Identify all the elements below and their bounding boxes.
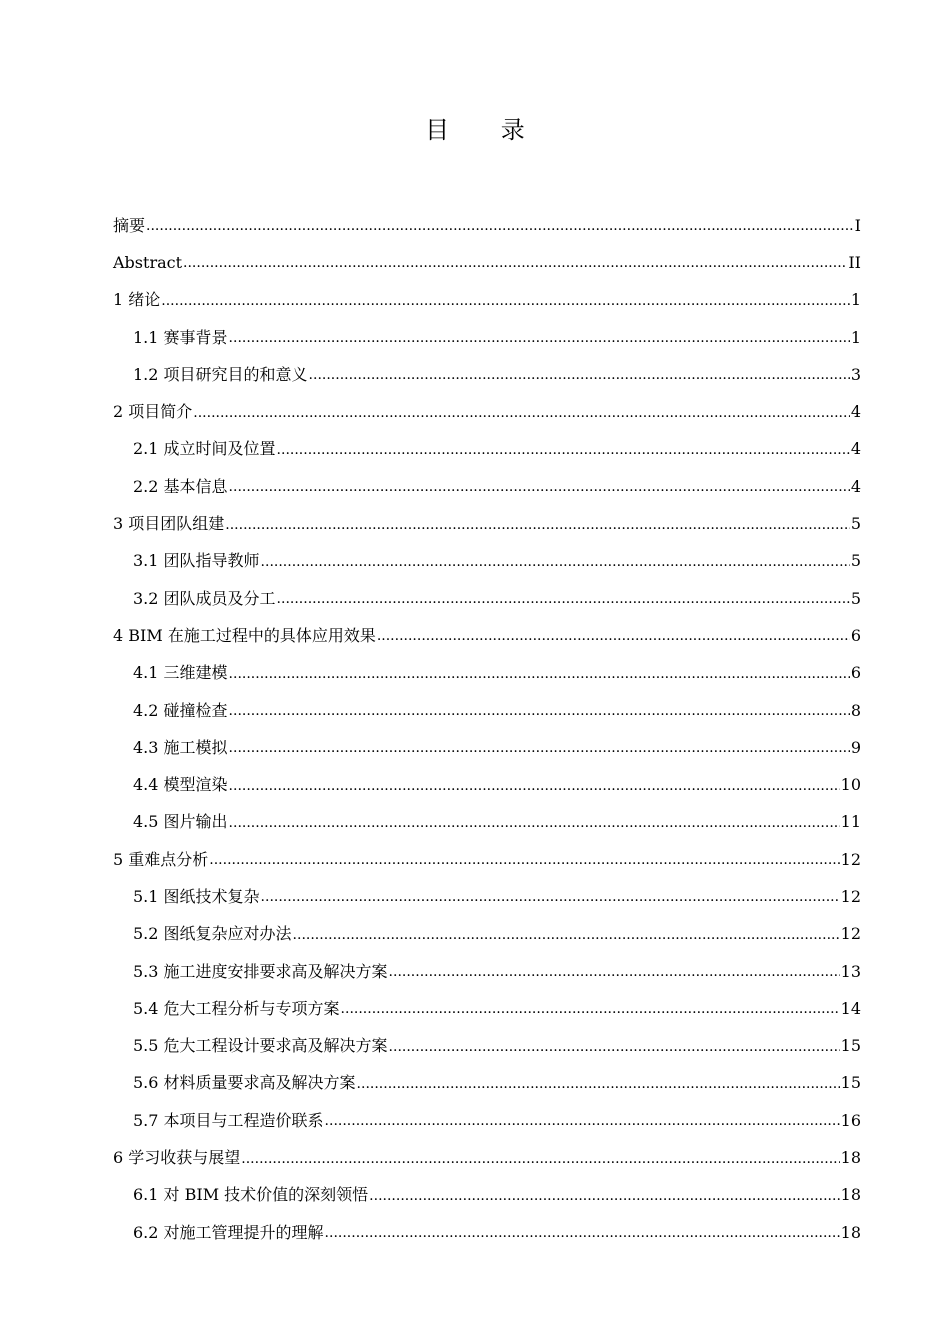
toc-dot-leader [309, 364, 850, 385]
toc-entry-page-number: 1 [850, 290, 861, 310]
toc-entry[interactable] [113, 505, 861, 542]
toc-entry[interactable] [113, 1028, 861, 1065]
toc-dot-leader [161, 290, 850, 311]
toc-entry-label: 5.5 危大工程设计要求高及解决方案 [133, 1036, 388, 1056]
toc-entry[interactable] [113, 1214, 861, 1251]
toc-entry-label: 4.3 施工模拟 [133, 737, 228, 757]
toc-entry-page-number: 6 [850, 625, 861, 645]
toc-dot-leader [261, 886, 840, 907]
toc-entry[interactable] [113, 468, 861, 505]
toc-entry-page-number: 4 [850, 439, 861, 459]
toc-entry-page-number: 13 [840, 961, 861, 981]
toc-entry-page-number: 14 [840, 998, 861, 1018]
toc-entry-page-number: 8 [850, 700, 861, 720]
toc-entry-page-number: 16 [840, 1110, 861, 1130]
toc-dot-leader [225, 514, 850, 535]
toc-entry-page-number: 10 [840, 775, 861, 795]
toc-entry-label: 5.3 施工进度安排要求高及解决方案 [133, 961, 388, 981]
toc-dot-leader [229, 700, 850, 721]
toc-dot-leader [146, 215, 854, 236]
toc-entry[interactable] [113, 617, 861, 654]
toc-entry-page-number: 6 [850, 663, 861, 683]
toc-dot-leader [193, 402, 850, 423]
toc-dot-leader [277, 439, 850, 460]
toc-entry-label: 2.2 基本信息 [133, 476, 228, 496]
toc-entry-page-number: 5 [850, 588, 861, 608]
toc-dot-leader [229, 327, 850, 348]
toc-entry-page-number: 18 [840, 1222, 861, 1242]
toc-dot-leader [229, 476, 850, 497]
toc-entry[interactable] [113, 282, 861, 319]
toc-entry-page-number: 18 [840, 1148, 861, 1168]
toc-entry[interactable] [113, 1177, 861, 1214]
toc-entry-label: 5 重难点分析 [113, 849, 209, 869]
toc-entry[interactable] [113, 729, 861, 766]
toc-dot-leader [293, 924, 840, 945]
toc-entry-label: 1 绪论 [113, 290, 161, 310]
toc-entry-label: 1.2 项目研究目的和意义 [133, 364, 308, 384]
toc-entry-label: 4.5 图片输出 [133, 812, 228, 832]
toc-entry[interactable] [113, 766, 861, 803]
toc-dot-leader [325, 1222, 840, 1243]
toc-entry-label: 6.1 对 BIM 技术价值的深刻领悟 [133, 1185, 369, 1205]
toc-entry[interactable] [113, 841, 861, 878]
toc-dot-leader [369, 1185, 839, 1206]
toc-entry[interactable] [113, 393, 861, 430]
toc-dot-leader [241, 1148, 839, 1169]
toc-dot-leader [277, 588, 850, 609]
toc-entry-page-number: 5 [850, 514, 861, 534]
toc-entry[interactable] [113, 655, 861, 692]
toc-entry-label: 4.2 碰撞检查 [133, 700, 228, 720]
toc-entry[interactable] [113, 431, 861, 468]
toc-entry[interactable] [113, 319, 861, 356]
toc-entry-label: 摘要 [113, 215, 146, 235]
toc-entry-page-number: 12 [840, 849, 861, 869]
toc-dot-leader [389, 961, 840, 982]
toc-entry[interactable] [113, 1102, 861, 1139]
toc-entry[interactable] [113, 207, 861, 244]
toc-dot-leader [209, 849, 839, 870]
toc-entry[interactable] [113, 804, 861, 841]
toc-entry[interactable] [113, 916, 861, 953]
toc-dot-leader [229, 775, 840, 796]
toc-entry-page-number: 4 [850, 402, 861, 422]
toc-entry-page-number: 11 [840, 812, 861, 832]
toc-entry-page-number: I [854, 215, 861, 235]
toc-entry-label: 5.6 材料质量要求高及解决方案 [133, 1073, 356, 1093]
toc-entry-page-number: II [848, 252, 861, 272]
toc-entry[interactable] [113, 543, 861, 580]
toc-entry-page-number: 1 [850, 327, 861, 347]
toc-entry-page-number: 18 [840, 1185, 861, 1205]
toc-entry-label: 5.2 图纸复杂应对办法 [133, 924, 292, 944]
toc-entry-label: 6.2 对施工管理提升的理解 [133, 1222, 324, 1242]
toc-entry-page-number: 9 [850, 737, 861, 757]
toc-entry[interactable] [113, 244, 861, 281]
toc-dot-leader [341, 998, 840, 1019]
toc-entry-label: 4 BIM 在施工过程中的具体应用效果 [113, 625, 376, 645]
toc-entry-label: 5.7 本项目与工程造价联系 [133, 1110, 324, 1130]
toc-entry[interactable] [113, 580, 861, 617]
toc-entry-label: 6 学习收获与展望 [113, 1148, 241, 1168]
toc-entry-label: 3.1 团队指导教师 [133, 551, 260, 571]
toc-dot-leader [261, 551, 850, 572]
toc-entry[interactable] [113, 878, 861, 915]
toc-entry[interactable] [113, 1139, 861, 1176]
toc-entry-label: 5.1 图纸技术复杂 [133, 886, 260, 906]
toc-entry-label: 2 项目简介 [113, 402, 193, 422]
toc-entry-label: 1.1 赛事背景 [133, 327, 228, 347]
toc-dot-leader [183, 252, 847, 273]
toc-entry[interactable] [113, 953, 861, 990]
toc-entry-label: 5.4 危大工程分析与专项方案 [133, 998, 340, 1018]
toc-dot-leader [389, 1036, 840, 1057]
table-of-contents [113, 207, 861, 1251]
toc-entry-label: 4.1 三维建模 [133, 663, 228, 683]
toc-entry-label: 3.2 团队成员及分工 [133, 588, 276, 608]
toc-entry[interactable] [113, 990, 861, 1027]
toc-entry-page-number: 12 [840, 924, 861, 944]
toc-entry[interactable] [113, 356, 861, 393]
toc-entry-label: 2.1 成立时间及位置 [133, 439, 276, 459]
toc-dot-leader [229, 737, 850, 758]
toc-dot-leader [377, 625, 850, 646]
toc-entry-label: 3 项目团队组建 [113, 514, 225, 534]
toc-entry-page-number: 15 [840, 1073, 861, 1093]
toc-entry-page-number: 5 [850, 551, 861, 571]
toc-dot-leader [357, 1073, 840, 1094]
toc-entry-page-number: 3 [850, 364, 861, 384]
toc-entry-page-number: 12 [840, 886, 861, 906]
toc-entry-page-number: 15 [840, 1036, 861, 1056]
toc-dot-leader [229, 663, 850, 684]
toc-dot-leader [229, 812, 840, 833]
page-title: 目 录 [425, 116, 547, 144]
toc-entry-label: Abstract [113, 252, 183, 272]
toc-dot-leader [325, 1110, 840, 1131]
toc-entry-label: 4.4 模型渲染 [133, 775, 228, 795]
toc-entry[interactable] [113, 1065, 861, 1102]
toc-entry[interactable] [113, 692, 861, 729]
toc-entry-page-number: 4 [850, 476, 861, 496]
